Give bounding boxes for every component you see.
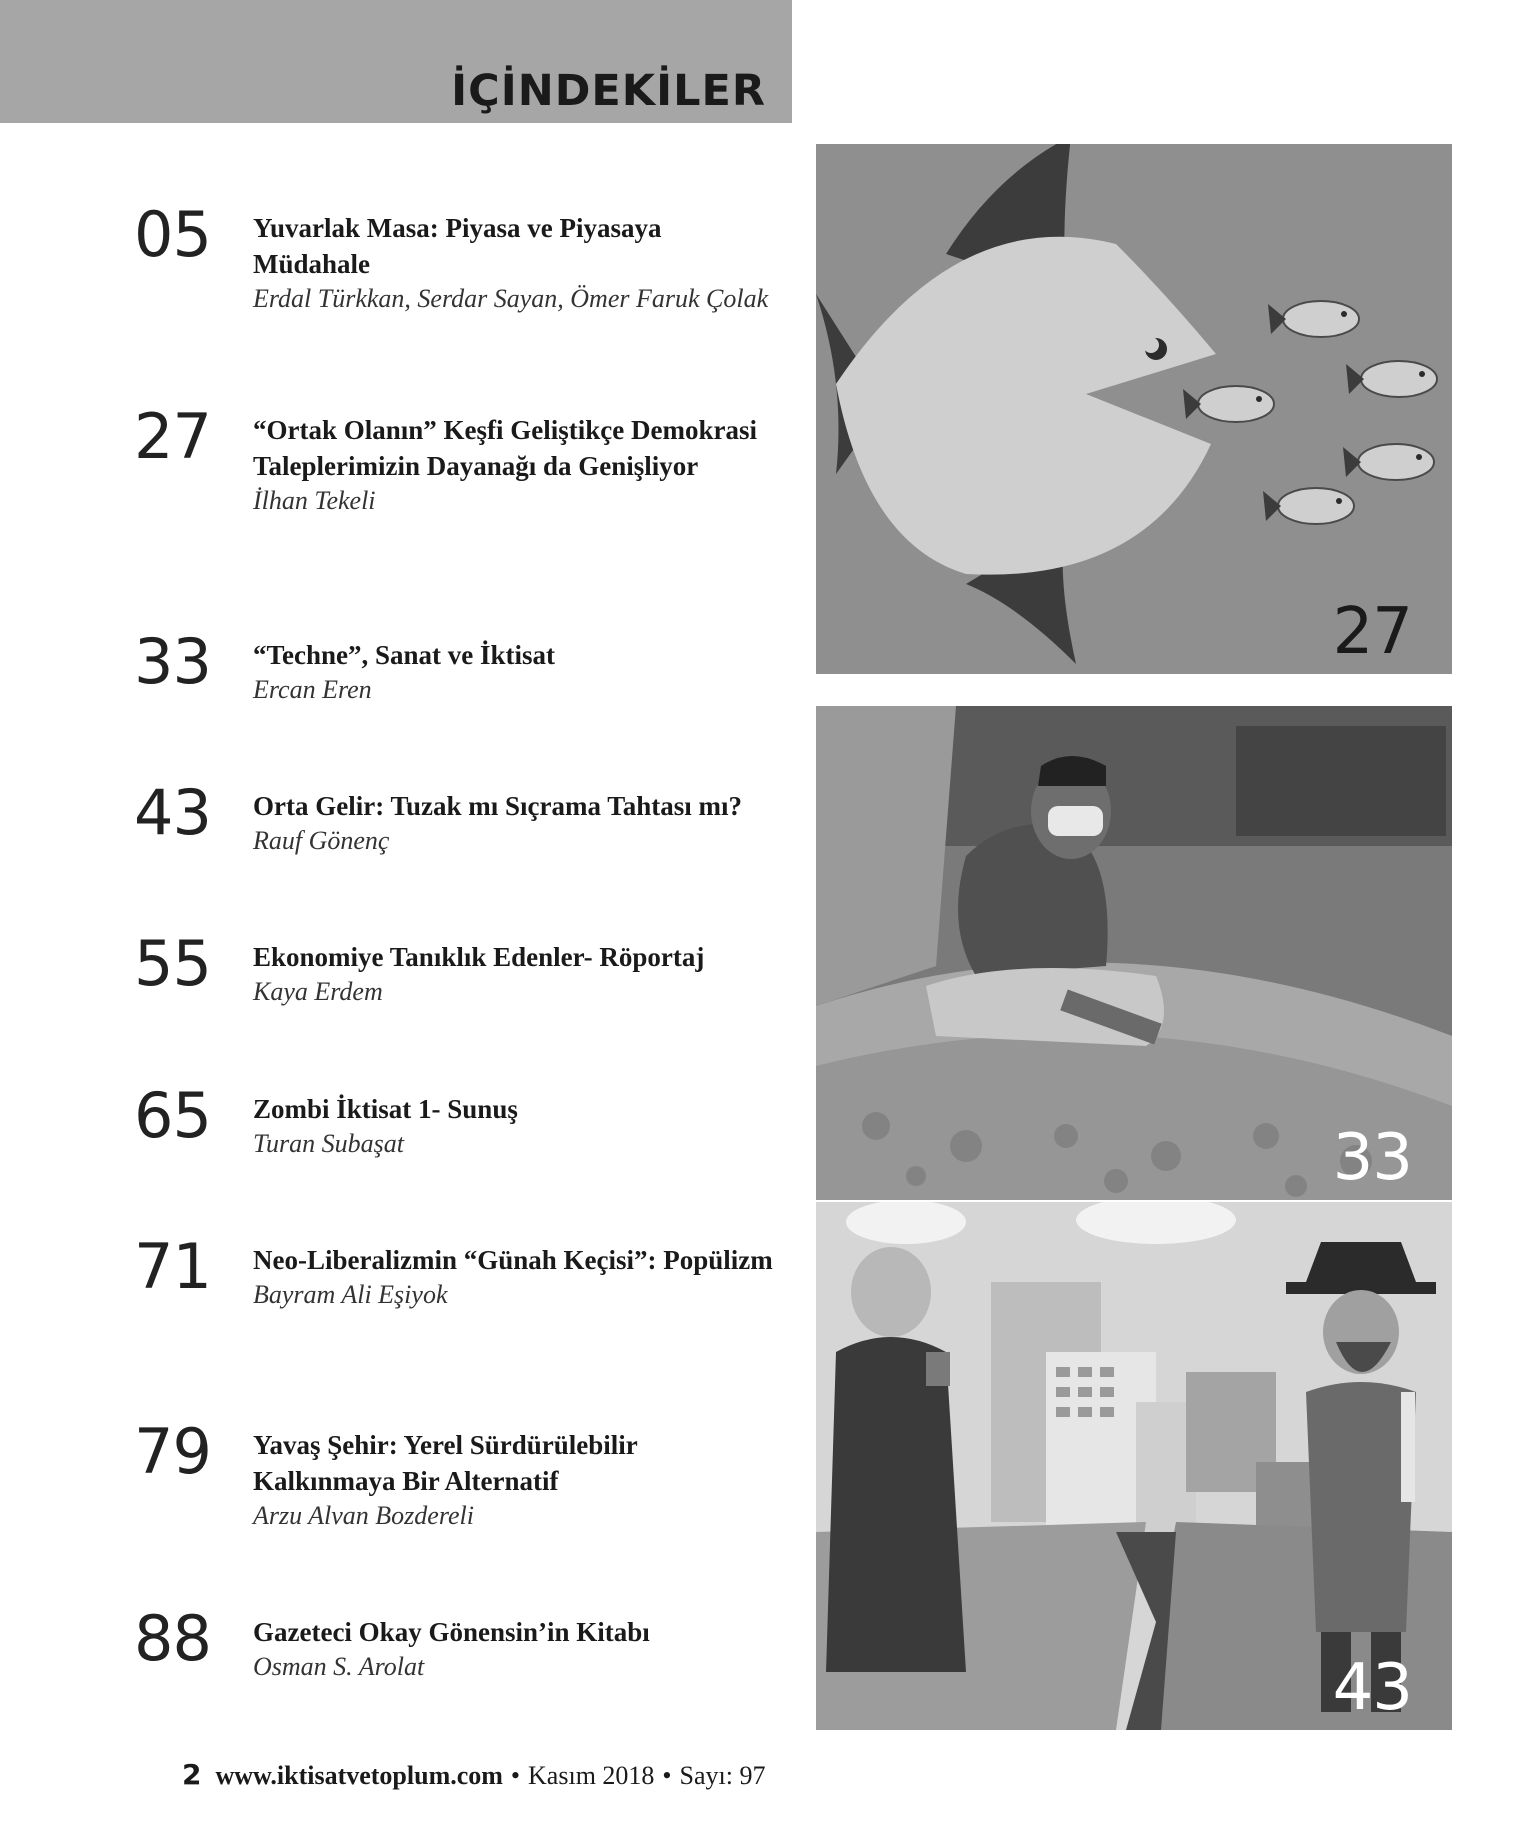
toc-title-text: Yavaş Şehir: Yerel Sürdürülebilir Kalkınmaya Bir Alternatif [253,1430,638,1496]
toc-author: Bayram Ali Eşiyok [253,1280,448,1309]
toc-title [253,1242,773,1311]
toc-title-text: Gazeteci Okay Gönensin’in Kitabı [253,1617,650,1647]
footer-date: Kasım 2018 [528,1761,655,1790]
photo-page-number: 33 [1332,1121,1412,1195]
toc-author: İlhan Tekeli [253,486,376,515]
toc-author: Turan Subaşat [253,1129,404,1158]
toc-author: Rauf Gönenç [253,826,390,855]
photo-page-number: 27 [1332,595,1412,669]
toc-title [253,788,773,857]
toc-page-number: 88 [134,1602,211,1675]
footer-page-number: 2 [182,1758,202,1791]
toc-author: Kaya Erdem [253,977,383,1006]
toc-title [253,210,773,315]
photo-page-number: 43 [1332,1651,1412,1725]
toc-title-text: “Techne”, Sanat ve İktisat [253,640,556,670]
toc-title [253,1091,773,1160]
toc-author: Erdal Türkkan, Serdar Sayan, Ömer Faruk Çolak [253,284,769,313]
toc-author: Osman S. Arolat [253,1652,425,1681]
toc-title [253,637,773,706]
toc-page-number: 27 [134,400,211,473]
table-of-contents [0,0,792,1760]
toc-title-text: “Ortak Olanın” Keşfi Geliştikçe Demokrasi Taleplerimizin Dayanağı da Genişliyor [253,415,757,481]
toc-page-number: 55 [134,927,211,1000]
toc-page-number: 43 [134,776,211,849]
toc-title-text: Orta Gelir: Tuzak mı Sıçrama Tahtası mı? [253,791,743,821]
toc-title [253,412,773,517]
toc-title [253,1427,773,1532]
toc-title [253,939,773,1008]
page-title: İÇİNDEKİLER [451,66,766,116]
footer-url[interactable]: www.iktisatvetoplum.com [215,1761,503,1790]
toc-title [253,1614,773,1683]
toc-title-text: Neo-Liberalizmin “Günah Keçisi”: Popülizm [253,1245,773,1275]
footer [182,1758,765,1791]
photo-fish [816,144,1452,674]
footer-bullet: • [510,1761,521,1790]
toc-author: Ercan Eren [253,675,372,704]
footer-bullet: • [662,1761,672,1790]
toc-page-number: 33 [134,625,211,698]
toc-page-number: 05 [134,198,211,271]
toc-title-text: Zombi İktisat 1- Sunuş [253,1094,518,1124]
toc-title-text: Yuvarlak Masa: Piyasa ve Piyasaya Müdahale [253,213,662,279]
toc-page-number: 71 [134,1230,211,1303]
footer-issue: Sayı: 97 [679,1761,766,1790]
toc-author: Arzu Alvan Bozdereli [253,1501,474,1530]
photo-carver [816,706,1452,1200]
photo-cartoon [816,1202,1452,1730]
toc-title-text: Ekonomiye Tanıklık Edenler- Röportaj [253,942,705,972]
toc-page-number: 65 [134,1079,211,1152]
toc-page-number: 79 [134,1415,211,1488]
